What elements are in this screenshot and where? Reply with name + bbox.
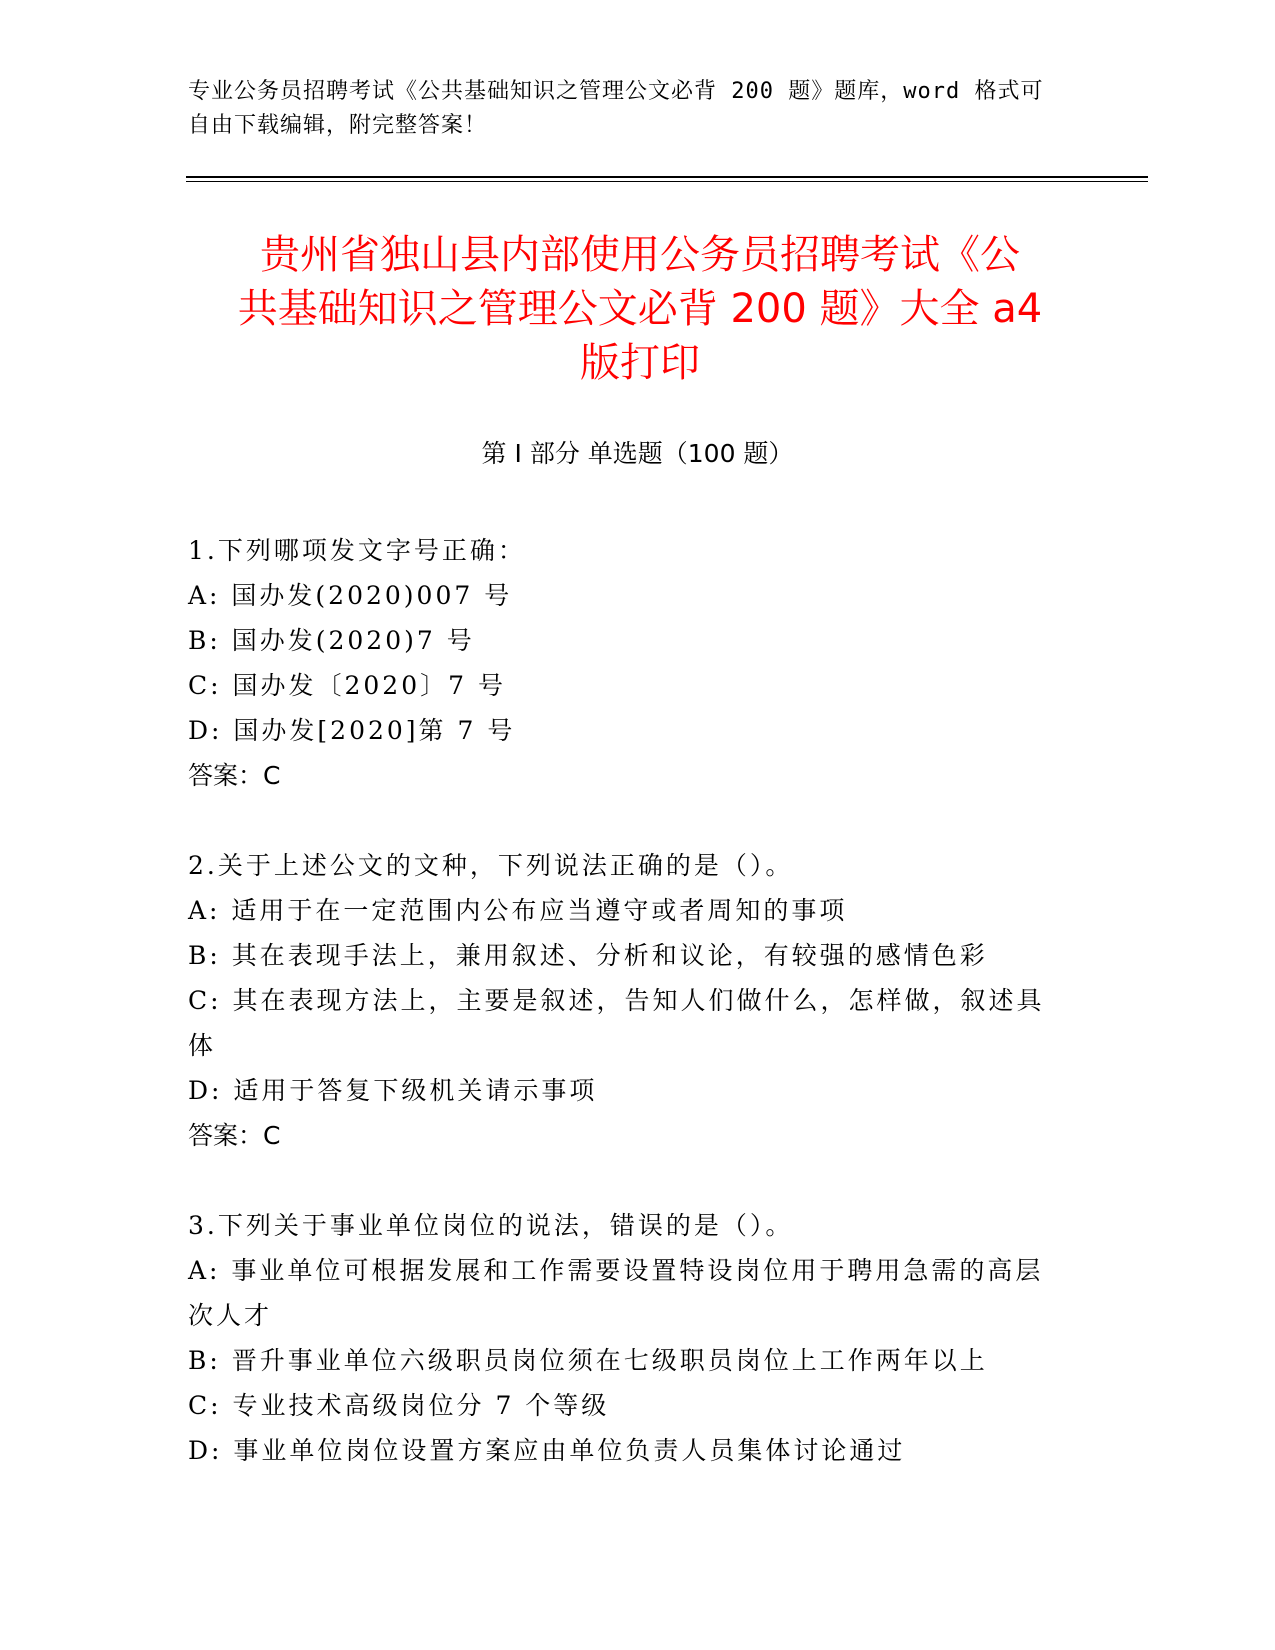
option-a: A: 适用于在一定范围内公布应当遵守或者周知的事项 bbox=[188, 896, 848, 925]
header-note-line: 自由下载编辑，附完整答案！ bbox=[188, 113, 488, 138]
option-c: C: 国办发〔2020〕7 号 bbox=[188, 671, 506, 700]
question-2 bbox=[188, 843, 1088, 1158]
question-3 bbox=[188, 1203, 1088, 1473]
option-d: D: 事业单位岗位设置方案应由单位负责人员集体讨论通过 bbox=[188, 1436, 906, 1465]
header-divider-thin bbox=[186, 181, 1148, 182]
document-title bbox=[180, 228, 1100, 390]
answer: 答案：C bbox=[188, 761, 281, 790]
header-note-line: 专业公务员招聘考试《公共基础知识之管理公文必背 200 题》题库，word 格式可 bbox=[188, 79, 1044, 104]
header-note bbox=[188, 75, 1088, 143]
question-stem: 2.关于上述公文的文种，下列说法正确的是（）。 bbox=[188, 851, 794, 880]
option-c: C: 其在表现方法上，主要是叙述，告知人们做什么，怎样做，叙述具 bbox=[188, 986, 1045, 1015]
option-c-continued: 体 bbox=[188, 1031, 217, 1060]
question-stem: 1.下列哪项发文字号正确： bbox=[188, 536, 526, 565]
title-line: 贵州省独山县内部使用公务员招聘考试《公 bbox=[260, 232, 1020, 278]
section-heading: 第 I 部分 单选题（100 题） bbox=[481, 439, 794, 468]
option-a-continued: 次人才 bbox=[188, 1301, 273, 1330]
title-line: 版打印 bbox=[580, 340, 700, 386]
option-b: B: 其在表现手法上，兼用叙述、分析和议论，有较强的感情色彩 bbox=[188, 941, 988, 970]
question-list bbox=[188, 528, 1088, 1518]
option-a: A: 国办发(2020)007 号 bbox=[188, 581, 513, 610]
question-1 bbox=[188, 528, 1088, 798]
title-line: 共基础知识之管理公文必背 200 题》大全 a4 bbox=[237, 286, 1043, 332]
option-a: A: 事业单位可根据发展和工作需要设置特设岗位用于聘用急需的高层 bbox=[188, 1256, 1044, 1285]
option-b: B: 国办发(2020)7 号 bbox=[188, 626, 475, 655]
option-c: C: 专业技术高级岗位分 7 个等级 bbox=[188, 1391, 610, 1420]
option-d: D: 适用于答复下级机关请示事项 bbox=[188, 1076, 598, 1105]
option-d: D: 国办发[2020]第 7 号 bbox=[188, 716, 516, 745]
option-b: B: 晋升事业单位六级职员岗位须在七级职员岗位上工作两年以上 bbox=[188, 1346, 988, 1375]
question-stem: 3.下列关于事业单位岗位的说法，错误的是（）。 bbox=[188, 1211, 794, 1240]
header-divider bbox=[186, 176, 1148, 178]
answer: 答案：C bbox=[188, 1121, 281, 1150]
